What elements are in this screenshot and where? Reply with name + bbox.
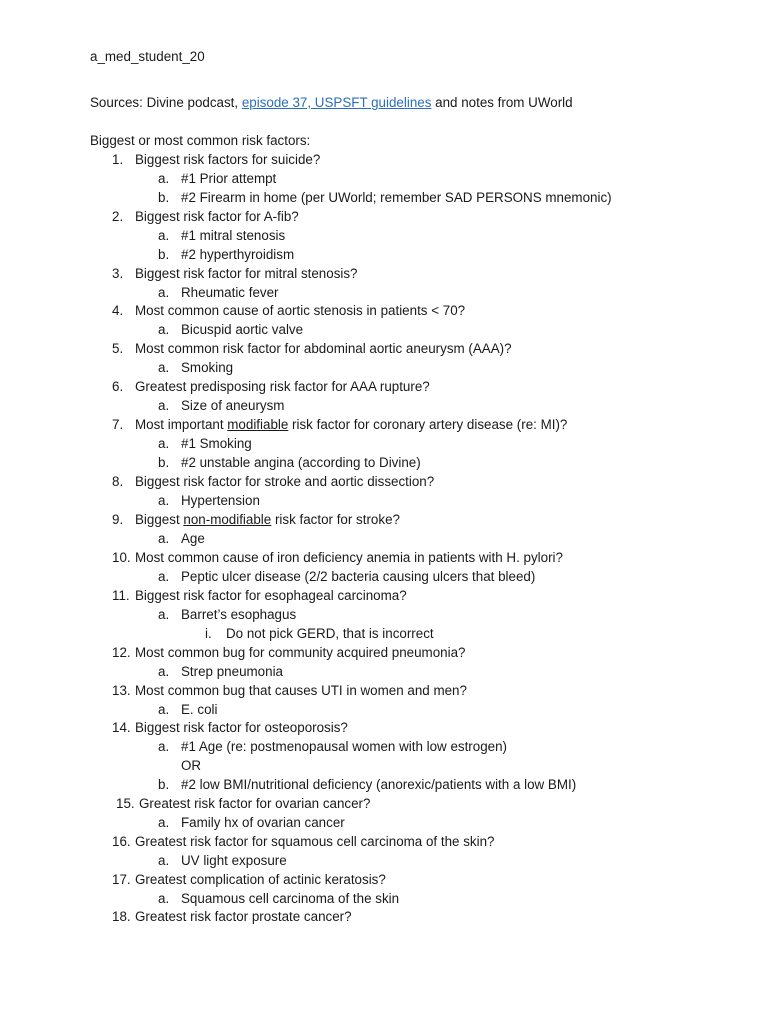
answer-marker: a. [158, 664, 170, 679]
answer-connector: OR [181, 758, 202, 773]
item-number: 2. [112, 209, 124, 224]
question: Biggest risk factors for suicide? [135, 152, 321, 167]
answer-marker: a. [158, 607, 170, 622]
item-number: 1. [112, 152, 124, 167]
answer: Size of aneurysm [181, 398, 285, 413]
answer-marker: a. [158, 891, 170, 906]
answer: #2 Firearm in home (per UWorld; remember SAD PERSONS mnemonic) [181, 190, 612, 205]
answer-marker: a. [158, 815, 170, 830]
answer: #1 Prior attempt [181, 171, 277, 186]
item-number: 11. [112, 588, 130, 603]
answer-marker: a. [158, 739, 170, 754]
answer: UV light exposure [181, 853, 287, 868]
question-text: Biggest [135, 512, 184, 527]
item-number: 12. [112, 645, 131, 660]
item-number: 4. [112, 303, 124, 318]
answer-marker: a. [158, 228, 170, 243]
answer: Rheumatic fever [181, 285, 279, 300]
question: Biggest risk factor for osteoporosis? [135, 720, 348, 735]
sources-suffix: and notes from UWorld [431, 95, 573, 110]
answer: Peptic ulcer disease (2/2 bacteria causing ulcers that bleed) [181, 569, 536, 584]
question: Greatest risk factor prostate cancer? [135, 909, 352, 924]
item-number: 10. [112, 550, 131, 565]
item-number: 3. [112, 266, 124, 281]
answer: #2 low BMI/nutritional deficiency (anorexic/patients with a low BMI) [181, 777, 577, 792]
item-number: 18. [112, 909, 131, 924]
item-number: 13. [112, 683, 131, 698]
answer-marker: b. [158, 777, 170, 792]
answer: #1 Smoking [181, 436, 252, 451]
question: Most common risk factor for abdominal aortic aneurysm (AAA)? [135, 341, 512, 356]
answer-marker: a. [158, 436, 170, 451]
answer-marker: b. [158, 455, 170, 470]
item-number: 16. [112, 834, 131, 849]
question: Most common bug that causes UTI in women and men? [135, 683, 467, 698]
question-emphasis: modifiable [227, 417, 289, 432]
answer: #1 mitral stenosis [181, 228, 286, 243]
answer-marker: a. [158, 285, 170, 300]
sub-answer-marker: i. [205, 626, 212, 641]
answer-marker: b. [158, 190, 170, 205]
question: Most common bug for community acquired pneumonia? [135, 645, 466, 660]
question [135, 415, 567, 434]
answer-marker: a. [158, 702, 170, 717]
answer-marker: a. [158, 171, 170, 186]
answer-marker: a. [158, 398, 170, 413]
item-number: 17. [112, 872, 131, 887]
answer: E. coli [181, 702, 218, 717]
author-name: a_med_student_20 [90, 49, 205, 64]
answer-marker: a. [158, 569, 170, 584]
question: Greatest complication of actinic keratosis? [135, 872, 386, 887]
item-number: 5. [112, 341, 124, 356]
question-text: risk factor for coronary artery disease (re: MI)? [288, 417, 568, 432]
question-text: risk factor for stroke? [271, 512, 400, 527]
question: Biggest risk factor for stroke and aortic dissection? [135, 474, 435, 489]
item-number: 15. [116, 796, 135, 811]
question: Greatest predisposing risk factor for AAA rupture? [135, 379, 430, 394]
item-number: 6. [112, 379, 124, 394]
section-heading: Biggest or most common risk factors: [90, 133, 311, 148]
answer: #1 Age (re: postmenopausal women with low estrogen) [181, 739, 508, 754]
question: Most common cause of aortic stenosis in patients < 70? [135, 303, 466, 318]
answer: Barret’s esophagus [181, 607, 297, 622]
sources-prefix: Sources: Divine podcast, [90, 95, 242, 110]
answer-marker: a. [158, 360, 170, 375]
answer: Strep pneumonia [181, 664, 283, 679]
answer: Family hx of ovarian cancer [181, 815, 345, 830]
answer-marker: a. [158, 493, 170, 508]
question-emphasis: non-modifiable [183, 512, 272, 527]
item-number: 7. [112, 417, 124, 432]
question: Greatest risk factor for squamous cell carcinoma of the skin? [135, 834, 495, 849]
sub-answer: Do not pick GERD, that is incorrect [226, 626, 434, 641]
question: Biggest risk factor for esophageal carcinoma? [135, 588, 407, 603]
question: Greatest risk factor for ovarian cancer? [139, 796, 371, 811]
sources-link[interactable]: episode 37, USPSFT guidelines [241, 95, 432, 110]
item-number: 14. [112, 720, 131, 735]
question-text: Most important [135, 417, 228, 432]
answer-marker: a. [158, 531, 170, 546]
answer: Smoking [181, 360, 234, 375]
item-number: 9. [112, 512, 124, 527]
answer: Bicuspid aortic valve [181, 322, 304, 337]
answer-marker: a. [158, 322, 170, 337]
answer-marker: a. [158, 853, 170, 868]
answer: Squamous cell carcinoma of the skin [181, 891, 400, 906]
sources-line [90, 93, 573, 112]
item-number: 8. [112, 474, 124, 489]
answer: Age [181, 531, 205, 546]
answer-marker: b. [158, 247, 170, 262]
answer: Hypertension [181, 493, 260, 508]
answer: #2 hyperthyroidism [181, 247, 295, 262]
question [135, 510, 400, 529]
question: Biggest risk factor for mitral stenosis? [135, 266, 358, 281]
answer: #2 unstable angina (according to Divine) [181, 455, 421, 470]
question: Biggest risk factor for A-fib? [135, 209, 299, 224]
question: Most common cause of iron deficiency anemia in patients with H. pylori? [135, 550, 563, 565]
